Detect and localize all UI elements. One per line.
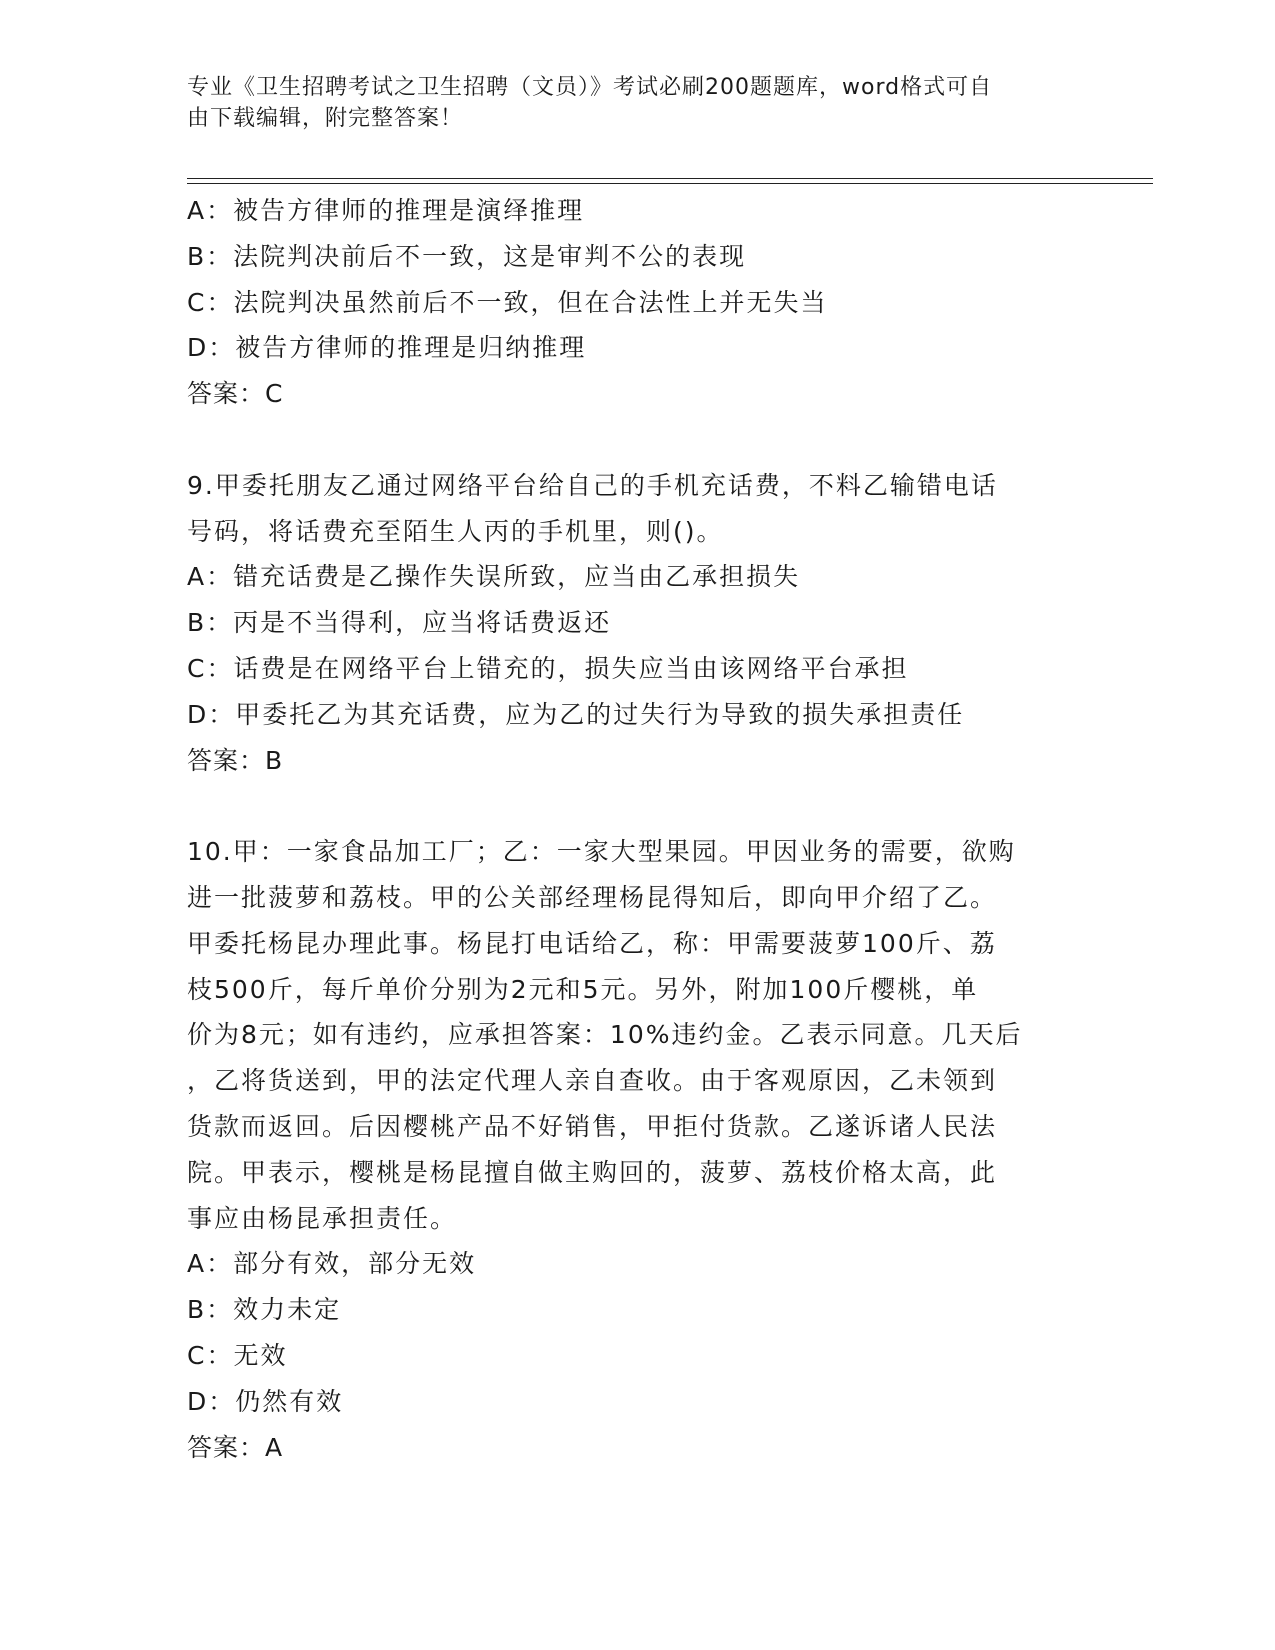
- option-c: C：话费是在网络平台上错充的，损失应当由该网络平台承担: [187, 653, 909, 683]
- option-d: D：仍然有效: [187, 1386, 344, 1416]
- header-rule-top: [187, 178, 1153, 179]
- option-a: A：错充话费是乙操作失误所致，应当由乙承担损失: [187, 562, 801, 592]
- answer: 答案：A: [187, 1432, 284, 1462]
- question-stem-line: 号码，将话费充至陌生人丙的手机里，则()。: [187, 516, 724, 546]
- option-a: A：部分有效，部分无效: [187, 1249, 477, 1279]
- question-stem-line: 枝500斤，每斤单价分别为2元和5元。另外，附加100斤樱桃，单: [187, 974, 979, 1004]
- header-line-2: 由下载编辑，附完整答案！: [187, 106, 464, 131]
- question-stem-line: 货款而返回。后因樱桃产品不好销售，甲拒付货款。乙遂诉诸人民法: [187, 1111, 998, 1141]
- option-d: D：被告方律师的推理是归纳推理: [187, 333, 587, 363]
- question-stem-line: 事应由杨昆承担责任。: [187, 1203, 458, 1233]
- answer: 答案：C: [187, 379, 284, 409]
- option-a: A：被告方律师的推理是演绎推理: [187, 196, 585, 225]
- question-stem-line: 10.甲：一家食品加工厂；乙：一家大型果园。甲因业务的需要，欲购: [187, 837, 1016, 867]
- option-c: C：法院判决虽然前后不一致，但在合法性上并无失当: [187, 287, 828, 317]
- option-d: D：甲委托乙为其充话费，应为乙的过失行为导致的损失承担责任: [187, 699, 965, 729]
- question-stem-line: 进一批菠萝和荔枝。甲的公关部经理杨昆得知后，即向甲介绍了乙。: [187, 882, 998, 912]
- question-stem-line: 甲委托杨昆办理此事。杨昆打电话给乙，称：甲需要菠萝100斤、荔: [187, 928, 997, 958]
- option-b: B：法院判决前后不一致，这是审判不公的表现: [187, 241, 747, 271]
- question-stem-line: 价为8元；如有违约，应承担答案：10%违约金。乙表示同意。几天后: [187, 1020, 1023, 1050]
- option-c: C：无效: [187, 1340, 288, 1370]
- document-header: [187, 72, 1087, 134]
- question-stem-line: 院。甲表示，樱桃是杨昆擅自做主购回的，菠萝、荔枝价格太高，此: [187, 1157, 998, 1187]
- question-8: [187, 188, 1087, 417]
- question-stem-line: 9.甲委托朋友乙通过网络平台给自己的手机充话费，不料乙输错电话: [187, 470, 998, 500]
- question-10: [187, 829, 1087, 1470]
- document-body: [187, 188, 1087, 1470]
- question-stem-line: ，乙将货送到，甲的法定代理人亲自查收。由于客观原因，乙未领到: [187, 1066, 998, 1096]
- header-rule-bottom: [187, 183, 1153, 184]
- spacer: [187, 417, 1087, 463]
- option-b: B：效力未定: [187, 1295, 342, 1325]
- header-line-1: 专业《卫生招聘考试之卫生招聘（文员）》考试必刷200题题库，word格式可自: [187, 75, 993, 100]
- option-b: B：丙是不当得利，应当将话费返还: [187, 608, 612, 638]
- spacer: [187, 783, 1087, 829]
- answer: 答案：B: [187, 745, 284, 775]
- question-9: [187, 463, 1087, 784]
